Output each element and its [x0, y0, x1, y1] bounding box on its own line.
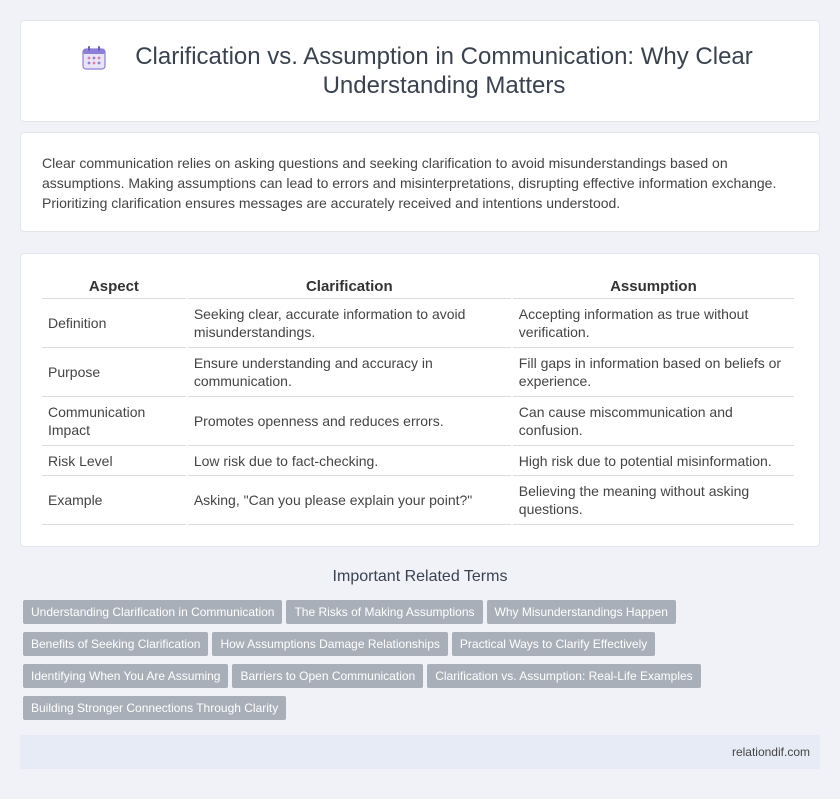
related-terms-title: Important Related Terms	[332, 568, 508, 585]
table-row	[42, 397, 794, 446]
table-header-row	[42, 274, 794, 299]
table-cell: Believing the meaning without asking questions.	[513, 476, 794, 525]
table-cell: Definition	[42, 299, 186, 348]
related-term-tag[interactable]: Building Stronger Connections Through Clarity	[23, 696, 286, 720]
comparison-card	[20, 253, 820, 547]
table-cell: Seeking clear, accurate information to avoid misunderstandings.	[188, 299, 511, 348]
table-cell: Risk Level	[42, 446, 186, 476]
related-term-tag[interactable]: How Assumptions Damage Relationships	[212, 632, 447, 656]
related-terms-list	[23, 600, 823, 728]
related-term-tag[interactable]: Identifying When You Are Assuming	[23, 664, 228, 688]
table-cell: Example	[42, 476, 186, 525]
table-cell: Fill gaps in information based on beliefs or experience.	[513, 348, 794, 397]
table-row	[42, 476, 794, 525]
table-cell: Can cause miscommunication and confusion.	[513, 397, 794, 446]
table-cell: Purpose	[42, 348, 186, 397]
related-term-tag[interactable]: Benefits of Seeking Clarification	[23, 632, 208, 656]
footer-site-link[interactable]: relationdif.com	[731, 745, 810, 759]
related-term-tag[interactable]: Understanding Clarification in Communication	[23, 600, 282, 624]
related-term-tag[interactable]: Barriers to Open Communication	[232, 664, 423, 688]
table-row	[42, 299, 794, 348]
header-assumption: Assumption	[513, 274, 794, 299]
intro-card	[20, 132, 820, 232]
related-term-tag[interactable]: Why Misunderstandings Happen	[487, 600, 676, 624]
page-title: Clarification vs. Assumption in Communication: Why Clear Understanding Matters	[135, 43, 753, 99]
table-cell: Promotes openness and reduces errors.	[188, 397, 511, 446]
related-term-tag[interactable]: The Risks of Making Assumptions	[286, 600, 482, 624]
title-wrap	[21, 42, 819, 100]
header-clarification: Clarification	[188, 274, 511, 299]
comparison-table	[40, 274, 796, 525]
header-aspect: Aspect	[42, 274, 186, 299]
table-cell: Asking, "Can you please explain your point?"	[188, 476, 511, 525]
intro-paragraph: Clear communication relies on asking questions and seeking clarification to avoid misunderstandings based on assumptions. Making assumptions can lead to errors and misinterpretations, disrupting effective information exchange. Prioritizing clarification ensures messages are accurately received and intentions understood.	[42, 155, 777, 211]
title-card	[20, 20, 820, 122]
calendar-icon	[81, 45, 107, 71]
table-cell: Low risk due to fact-checking.	[188, 446, 511, 476]
related-term-tag[interactable]: Practical Ways to Clarify Effectively	[452, 632, 655, 656]
table-row	[42, 348, 794, 397]
related-term-tag[interactable]: Clarification vs. Assumption: Real-Life Examples	[427, 664, 700, 688]
table-row	[42, 446, 794, 476]
footer	[20, 735, 820, 769]
table-cell: Ensure understanding and accuracy in communication.	[188, 348, 511, 397]
table-cell: Accepting information as true without verification.	[513, 299, 794, 348]
table-cell: Communication Impact	[42, 397, 186, 446]
table-cell: High risk due to potential misinformation.	[513, 446, 794, 476]
